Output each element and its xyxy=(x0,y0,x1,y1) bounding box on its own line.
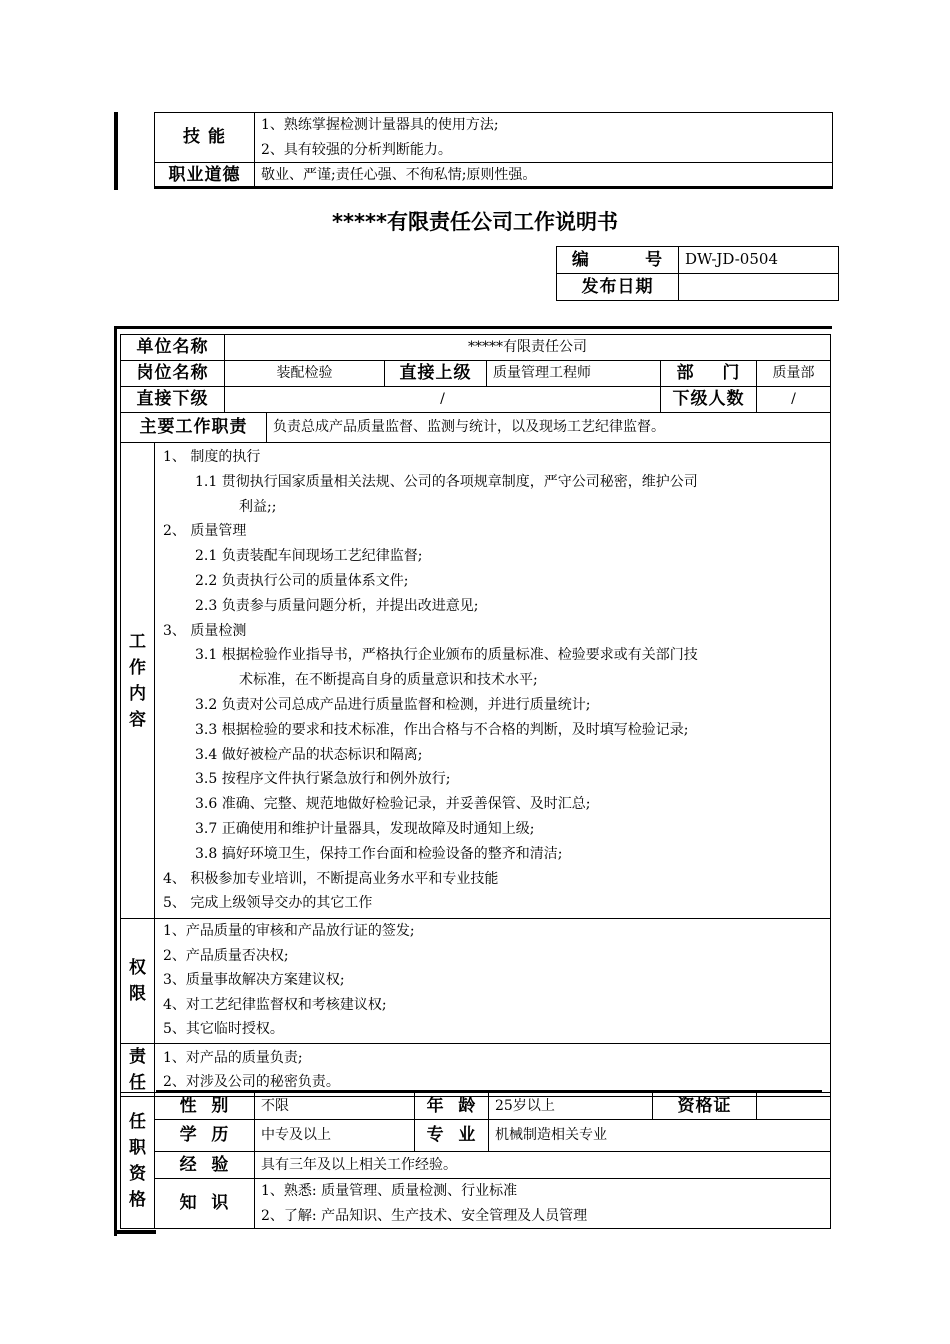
work-item: 2.3 负责参与质量问题分析，并提出改进意见; xyxy=(195,597,479,614)
header-table xyxy=(120,334,831,413)
work-item: 3.1 根据检验作业指导书，严格执行企业颁布的质量标准、检验要求或有关部门技 xyxy=(195,647,698,664)
subordinate-count-value: / xyxy=(757,387,831,413)
work-item: 5、 完成上级领导交办的其它工作 xyxy=(163,895,373,912)
knowledge-item: 2、了解: 产品知识、生产技术、安全管理及人员管理 xyxy=(261,1207,588,1224)
authority-label: 权 限 xyxy=(121,919,155,1044)
direct-subordinate-value: / xyxy=(225,387,661,413)
authority-item: 3、质量事故解决方案建议权; xyxy=(163,972,345,989)
certificate-value xyxy=(757,1093,831,1120)
post-name-label: 岗位名称 xyxy=(121,361,225,387)
work-item: 1、 制度的执行 xyxy=(163,449,261,465)
unit-name-label: 单位名称 xyxy=(121,335,225,361)
education-label: 学 历 xyxy=(155,1120,255,1152)
responsibility-list xyxy=(155,1044,831,1097)
work-item: 4、 积极参加专业培训，不断提高业务水平和专业技能 xyxy=(163,870,499,887)
major-value: 机械制造相关专业 xyxy=(489,1120,831,1152)
work-item: 2、 质量管理 xyxy=(163,523,247,540)
age-label: 年 龄 xyxy=(415,1093,489,1120)
skill-label: 技 能 xyxy=(155,113,255,163)
duty-table xyxy=(120,412,831,443)
age-value: 25岁以上 xyxy=(489,1093,653,1120)
direct-superior-value: 质量管理工程师 xyxy=(487,361,661,387)
main-frame-bottom-stub xyxy=(114,1230,156,1234)
department-label: 部 门 xyxy=(661,361,757,387)
subordinate-count-label: 下级人数 xyxy=(661,387,757,413)
qualification-table xyxy=(120,1092,831,1229)
main-frame-top xyxy=(114,326,832,329)
authority-item: 2、产品质量否决权; xyxy=(163,947,289,964)
responsibility-item: 2、对涉及公司的秘密负责。 xyxy=(163,1074,340,1091)
work-item: 术标准，在不断提高自身的质量意识和技术水平; xyxy=(239,672,538,689)
content-table xyxy=(120,442,831,1097)
work-item: 3.6 准确、完整、规范地做好检验记录，并妥善保管、及时汇总; xyxy=(195,796,591,813)
direct-subordinate-label: 直接下级 xyxy=(121,387,225,413)
fragment-bottom-rule xyxy=(154,186,832,189)
doc-number-label: 编 号 xyxy=(557,247,679,274)
responsibility-item: 1、对产品的质量负责; xyxy=(163,1049,303,1066)
doc-number-value: DW-JD-0504 xyxy=(679,247,839,274)
work-item: 3.3 根据检验的要求和技术标准，作出合格与不合格的判断，及时填写检验记录; xyxy=(195,721,689,738)
left-thick-border xyxy=(114,112,118,190)
department-value: 质量部 xyxy=(757,361,831,387)
post-name-value: 装配检验 xyxy=(225,361,385,387)
doc-meta-table xyxy=(556,246,839,301)
main-duty-value: 负责总成产品质量监督、监测与统计，以及现场工艺纪律监督。 xyxy=(267,413,831,443)
unit-name-value: *****有限责任公司 xyxy=(225,335,831,361)
work-item: 3.7 正确使用和维护计量器具，发现故障及时通知上级; xyxy=(195,820,535,837)
work-item: 3.8 搞好环境卫生，保持工作台面和检验设备的整齐和清洁; xyxy=(195,845,563,862)
major-label: 专 业 xyxy=(415,1120,489,1152)
work-content-list xyxy=(155,443,831,919)
gender-value: 不限 xyxy=(255,1093,415,1120)
ethics-label: 职业道德 xyxy=(155,163,255,189)
skill-line: 1、熟练掌握检测计量器具的使用方法; xyxy=(261,117,499,133)
work-item: 1.1 贯彻执行国家质量相关法规、公司的各项规章制度，严守公司秘密，维护公司 xyxy=(195,473,698,490)
authority-item: 4、对工艺纪律监督权和考核建议权; xyxy=(163,996,387,1013)
work-item: 3.4 做好被检产品的状态标识和隔离; xyxy=(195,746,423,763)
main-frame-left xyxy=(114,326,117,1236)
experience-value: 具有三年及以上相关工作经验。 xyxy=(255,1152,831,1179)
knowledge-label: 知 识 xyxy=(155,1179,255,1229)
experience-label: 经 验 xyxy=(155,1152,255,1179)
skill-line: 2、具有较强的分析判断能力。 xyxy=(261,141,452,158)
work-item: 2.1 负责装配车间现场工艺纪律监督; xyxy=(195,548,423,565)
education-value: 中专及以上 xyxy=(255,1120,415,1152)
authority-list xyxy=(155,919,831,1044)
gender-label: 性 别 xyxy=(155,1093,255,1120)
knowledge-list xyxy=(255,1179,831,1229)
publish-date-value xyxy=(679,274,839,301)
work-item: 3、 质量检测 xyxy=(163,622,247,639)
responsibility-label: 责 任 xyxy=(121,1044,155,1097)
work-item: 3.2 负责对公司总成产品进行质量监督和检测，并进行质量统计; xyxy=(195,696,591,713)
direct-superior-label: 直接上级 xyxy=(385,361,487,387)
work-item: 利益;; xyxy=(239,498,277,515)
skill-lines xyxy=(255,113,833,163)
publish-date-label: 发布日期 xyxy=(557,274,679,301)
knowledge-item: 1、熟悉: 质量管理、质量检测、行业标准 xyxy=(261,1183,518,1199)
main-duty-label: 主要工作职责 xyxy=(121,413,267,443)
authority-item: 5、其它临时授权。 xyxy=(163,1021,284,1038)
work-content-label: 工 作 内 容 xyxy=(121,443,155,919)
certificate-label: 资格证 xyxy=(653,1093,757,1120)
work-item: 2.2 负责执行公司的质量体系文件; xyxy=(195,572,409,589)
top-fragment xyxy=(114,112,832,190)
work-item: 3.5 按程序文件执行紧急放行和例外放行; xyxy=(195,771,451,788)
doc-title: *****有限责任公司工作说明书 xyxy=(332,210,618,234)
authority-item: 1、产品质量的审核和产品放行证的签发; xyxy=(163,923,415,940)
ethics-text: 敬业、严谨;责任心强、不徇私情;原则性强。 xyxy=(255,163,833,189)
qualification-label: 任 职 资 格 xyxy=(121,1093,155,1229)
